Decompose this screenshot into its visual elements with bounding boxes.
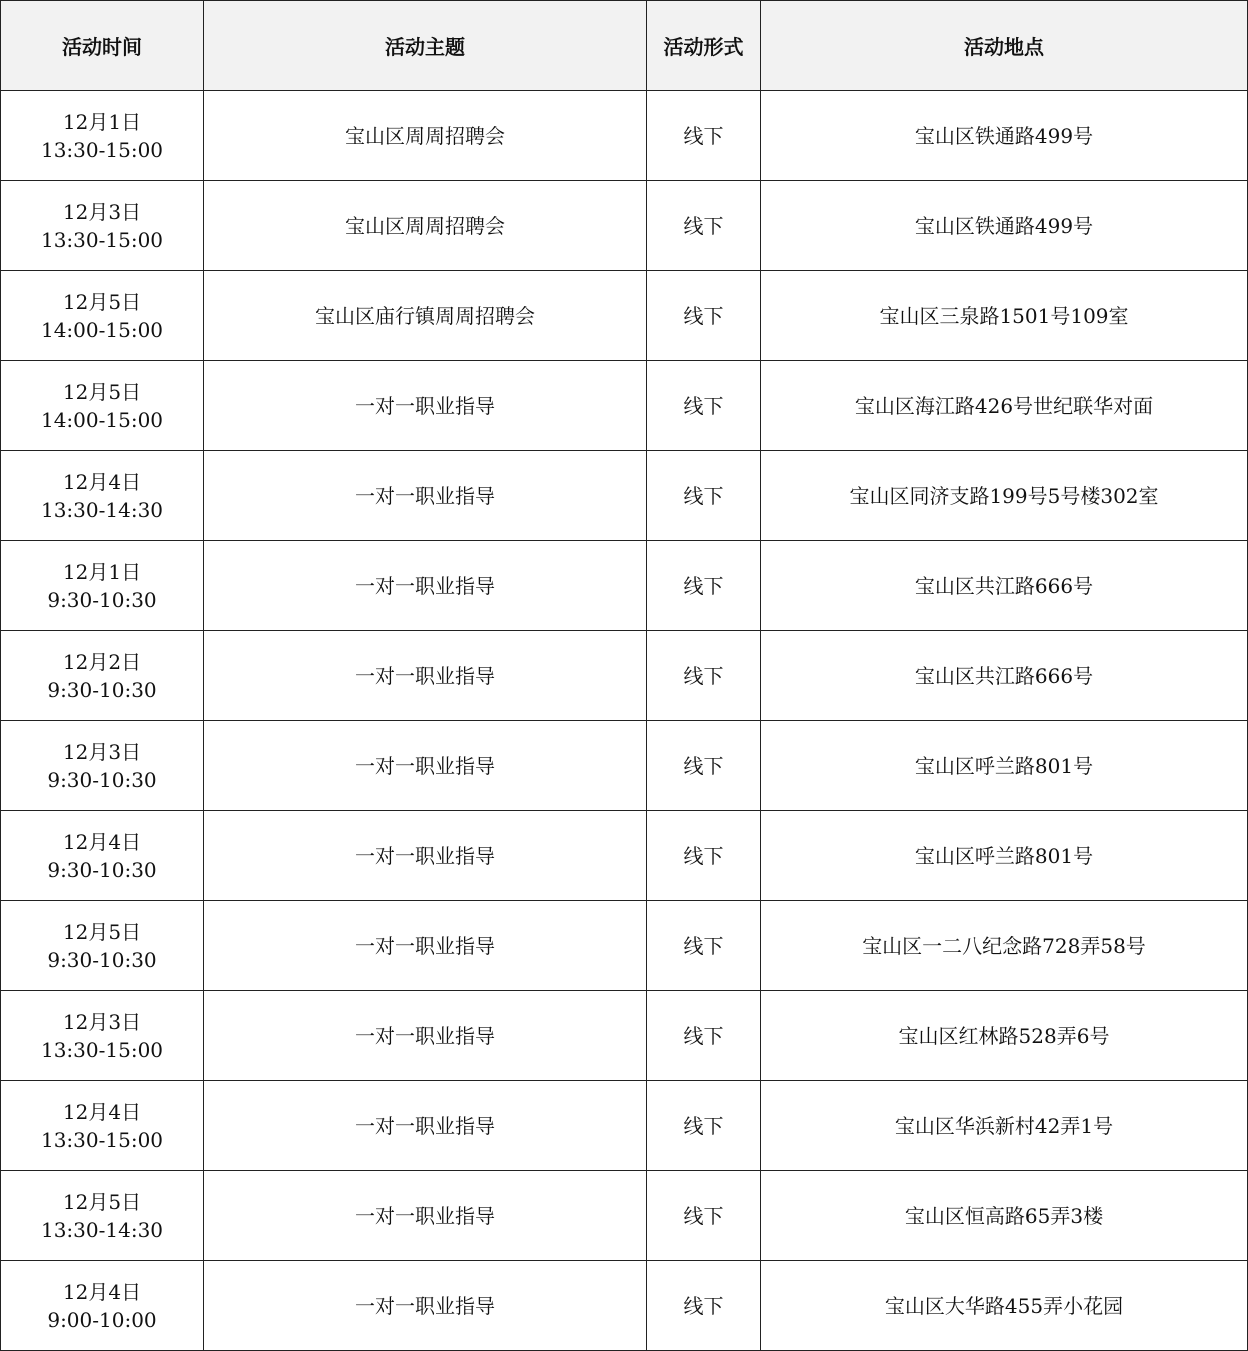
cell-activity-form: 线下	[647, 451, 761, 541]
cell-activity-theme: 一对一职业指导	[204, 1081, 647, 1171]
cell-activity-theme: 一对一职业指导	[204, 631, 647, 721]
table-row	[1, 991, 1248, 1081]
activity-time-range: 13:30-15:00	[40, 1127, 164, 1152]
table-row	[1, 361, 1248, 451]
activity-date: 12月1日	[62, 109, 142, 134]
activity-time-range: 9:30-10:30	[47, 767, 157, 792]
activity-date: 12月4日	[62, 469, 142, 494]
cell-activity-place: 宝山区华浜新村42弄1号	[761, 1081, 1248, 1171]
cell-activity-form: 线下	[647, 541, 761, 631]
activity-date: 12月2日	[62, 649, 142, 674]
cell-activity-form: 线下	[647, 631, 761, 721]
cell-activity-theme: 一对一职业指导	[204, 361, 647, 451]
activity-time-range: 13:30-14:30	[40, 497, 164, 522]
activity-time-range: 13:30-15:00	[40, 137, 164, 162]
activity-date: 12月3日	[62, 199, 142, 224]
cell-activity-time	[1, 721, 204, 811]
cell-activity-theme: 宝山区周周招聘会	[204, 91, 647, 181]
table-row	[1, 631, 1248, 721]
header-row	[1, 1, 1248, 91]
activity-date: 12月3日	[62, 1009, 142, 1034]
cell-activity-theme: 宝山区庙行镇周周招聘会	[204, 271, 647, 361]
activity-time-range: 13:30-15:00	[40, 1037, 164, 1062]
cell-activity-theme: 宝山区周周招聘会	[204, 181, 647, 271]
activity-time-range: 9:30-10:30	[47, 587, 157, 612]
cell-activity-place: 宝山区红林路528弄6号	[761, 991, 1248, 1081]
table-row	[1, 811, 1248, 901]
cell-activity-time	[1, 901, 204, 991]
activity-time-range: 9:30-10:30	[47, 947, 157, 972]
cell-activity-place: 宝山区共江路666号	[761, 631, 1248, 721]
cell-activity-theme: 一对一职业指导	[204, 721, 647, 811]
activity-date: 12月5日	[62, 1189, 142, 1214]
cell-activity-place: 宝山区呼兰路801号	[761, 721, 1248, 811]
table-row	[1, 1261, 1248, 1351]
cell-activity-form: 线下	[647, 1171, 761, 1261]
activity-date: 12月5日	[62, 289, 142, 314]
table-row	[1, 181, 1248, 271]
activity-time-range: 13:30-15:00	[40, 227, 164, 252]
activity-time-range: 9:00-10:00	[47, 1307, 157, 1332]
cell-activity-form: 线下	[647, 271, 761, 361]
header-activity-theme: 活动主题	[204, 1, 647, 91]
cell-activity-form: 线下	[647, 1261, 761, 1351]
table-row	[1, 541, 1248, 631]
header-activity-form: 活动形式	[647, 1, 761, 91]
cell-activity-time	[1, 1261, 204, 1351]
table-row	[1, 451, 1248, 541]
cell-activity-time	[1, 451, 204, 541]
activity-date: 12月1日	[62, 559, 142, 584]
activity-time-range: 14:00-15:00	[40, 407, 164, 432]
table-row	[1, 271, 1248, 361]
cell-activity-time	[1, 181, 204, 271]
cell-activity-time	[1, 631, 204, 721]
cell-activity-place: 宝山区共江路666号	[761, 541, 1248, 631]
header-activity-place: 活动地点	[761, 1, 1248, 91]
cell-activity-time	[1, 541, 204, 631]
cell-activity-theme: 一对一职业指导	[204, 541, 647, 631]
cell-activity-theme: 一对一职业指导	[204, 811, 647, 901]
cell-activity-place: 宝山区铁通路499号	[761, 181, 1248, 271]
cell-activity-time	[1, 271, 204, 361]
cell-activity-form: 线下	[647, 181, 761, 271]
table-header	[1, 1, 1248, 91]
cell-activity-form: 线下	[647, 991, 761, 1081]
cell-activity-form: 线下	[647, 91, 761, 181]
cell-activity-form: 线下	[647, 901, 761, 991]
activity-date: 12月3日	[62, 739, 142, 764]
table-row	[1, 1081, 1248, 1171]
activity-date: 12月4日	[62, 829, 142, 854]
cell-activity-place: 宝山区三泉路1501号109室	[761, 271, 1248, 361]
activity-date: 12月5日	[62, 379, 142, 404]
header-activity-time: 活动时间	[1, 1, 204, 91]
cell-activity-time	[1, 91, 204, 181]
cell-activity-time	[1, 811, 204, 901]
cell-activity-place: 宝山区一二八纪念路728弄58号	[761, 901, 1248, 991]
cell-activity-place: 宝山区恒高路65弄3楼	[761, 1171, 1248, 1261]
cell-activity-form: 线下	[647, 721, 761, 811]
cell-activity-theme: 一对一职业指导	[204, 1171, 647, 1261]
cell-activity-form: 线下	[647, 811, 761, 901]
activity-time-range: 14:00-15:00	[40, 317, 164, 342]
activity-date: 12月4日	[62, 1099, 142, 1124]
cell-activity-place: 宝山区同济支路199号5号楼302室	[761, 451, 1248, 541]
activity-time-range: 13:30-14:30	[40, 1217, 164, 1242]
cell-activity-place: 宝山区大华路455弄小花园	[761, 1261, 1248, 1351]
cell-activity-theme: 一对一职业指导	[204, 451, 647, 541]
cell-activity-place: 宝山区呼兰路801号	[761, 811, 1248, 901]
cell-activity-form: 线下	[647, 361, 761, 451]
cell-activity-theme: 一对一职业指导	[204, 901, 647, 991]
table-row	[1, 1171, 1248, 1261]
activity-time-range: 9:30-10:30	[47, 677, 157, 702]
activity-time-range: 9:30-10:30	[47, 857, 157, 882]
activity-date: 12月5日	[62, 919, 142, 944]
table-row	[1, 91, 1248, 181]
cell-activity-place: 宝山区铁通路499号	[761, 91, 1248, 181]
cell-activity-time	[1, 1171, 204, 1261]
cell-activity-theme: 一对一职业指导	[204, 991, 647, 1081]
cell-activity-time	[1, 991, 204, 1081]
cell-activity-time	[1, 1081, 204, 1171]
table-row	[1, 901, 1248, 991]
cell-activity-theme: 一对一职业指导	[204, 1261, 647, 1351]
cell-activity-form: 线下	[647, 1081, 761, 1171]
cell-activity-time	[1, 361, 204, 451]
activity-date: 12月4日	[62, 1279, 142, 1304]
table-body	[1, 91, 1248, 1351]
cell-activity-place: 宝山区海江路426号世纪联华对面	[761, 361, 1248, 451]
table-row	[1, 721, 1248, 811]
